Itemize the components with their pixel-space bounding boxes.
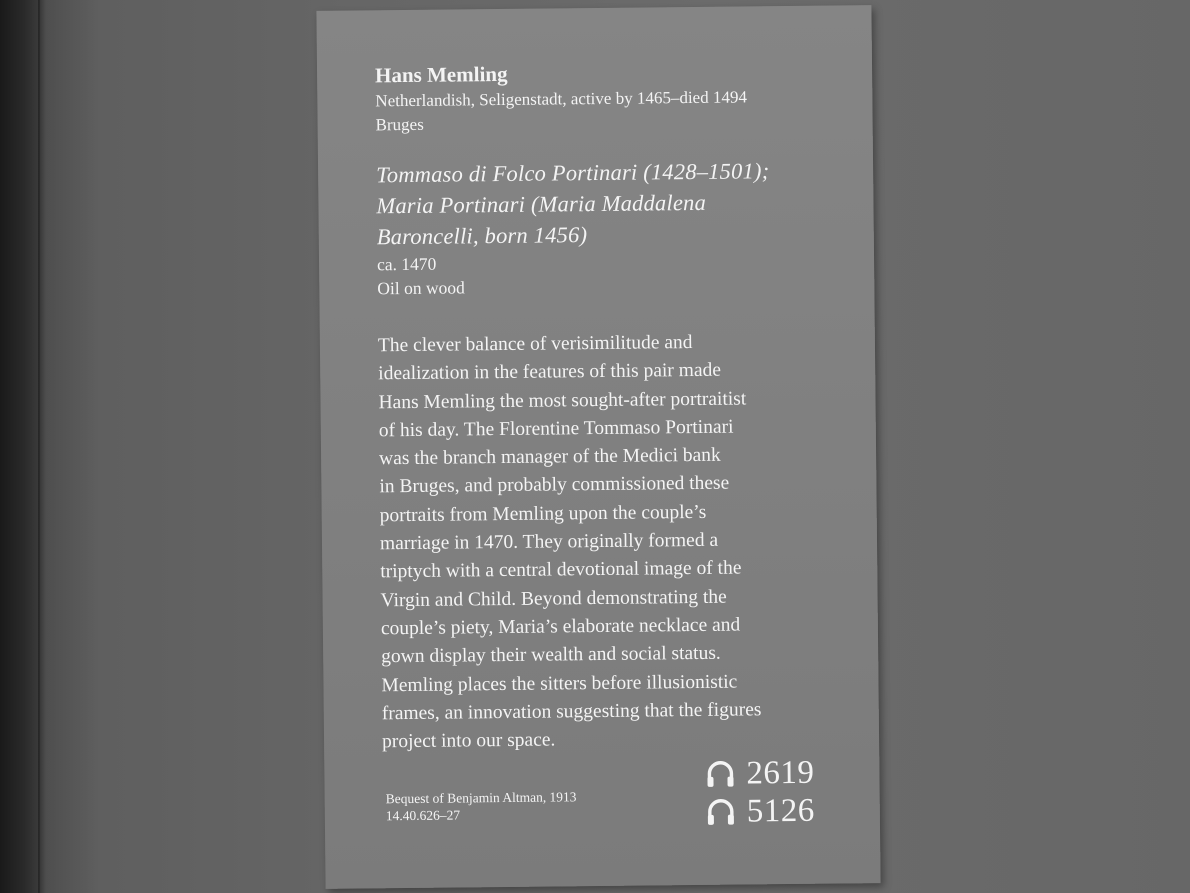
description-line: of his day. The Florentine Tommaso Portinari xyxy=(378,416,734,442)
audio-guide-stop xyxy=(704,754,814,793)
label-content xyxy=(375,58,842,757)
artist-place: Bruges xyxy=(375,114,424,135)
title-line: Maria Portinari (Maria Maddalena xyxy=(376,189,707,219)
audio-guide xyxy=(704,754,815,831)
description-line: couple’s piety, Maria’s elaborate necklace and xyxy=(380,614,741,640)
audio-guide-number: 2619 xyxy=(746,754,815,792)
artwork-title xyxy=(376,154,837,252)
accession-number: 14.40.626–27 xyxy=(385,807,461,824)
painting-frame-edge xyxy=(0,0,40,893)
wall-shadow xyxy=(40,0,100,893)
description-line: Hans Memling the most sought-after portraitist xyxy=(378,388,747,413)
description-line: idealization in the features of this pair made xyxy=(378,360,722,385)
artwork-description xyxy=(378,327,842,756)
title-line: Baroncelli, born 1456) xyxy=(376,222,588,250)
description-line: Virgin and Child. Beyond demonstrating the xyxy=(380,586,727,611)
headphones-icon xyxy=(704,758,736,790)
description-line: was the branch manager of the Medici bank xyxy=(379,444,721,470)
artwork-medium: Oil on wood xyxy=(377,277,465,299)
headphones-icon xyxy=(705,796,737,828)
description-line: marriage in 1470. They originally formed a xyxy=(379,529,719,555)
credit-line: Bequest of Benjamin Altman, 1913 xyxy=(385,789,577,807)
description-line: portraits from Memling upon the couple’s xyxy=(379,501,707,527)
description-line: in Bruges, and probably commissioned these xyxy=(379,473,730,498)
description-line: gown display their wealth and social status. xyxy=(381,642,721,668)
artist-nationality: Netherlandish, Seligenstadt, active by 1465–died 1494 xyxy=(375,87,748,111)
description-line: Memling places the sitters before illusionistic xyxy=(381,671,738,696)
artist-name: Hans Memling xyxy=(374,61,508,88)
description-line: project into our space. xyxy=(381,729,556,753)
museum-label-card xyxy=(316,5,880,889)
description-line: frames, an innovation suggesting that the figures xyxy=(381,699,762,725)
audio-guide-number: 5126 xyxy=(746,792,816,830)
audio-guide-stop xyxy=(705,792,815,831)
description-line: triptych with a central devotional image of the xyxy=(380,557,742,583)
description-line: The clever balance of verisimilitude and xyxy=(377,332,693,357)
artwork-date: ca. 1470 xyxy=(376,253,437,275)
credit-block xyxy=(386,788,577,824)
title-line: Tommaso di Folco Portinari (1428–1501); xyxy=(376,158,770,188)
